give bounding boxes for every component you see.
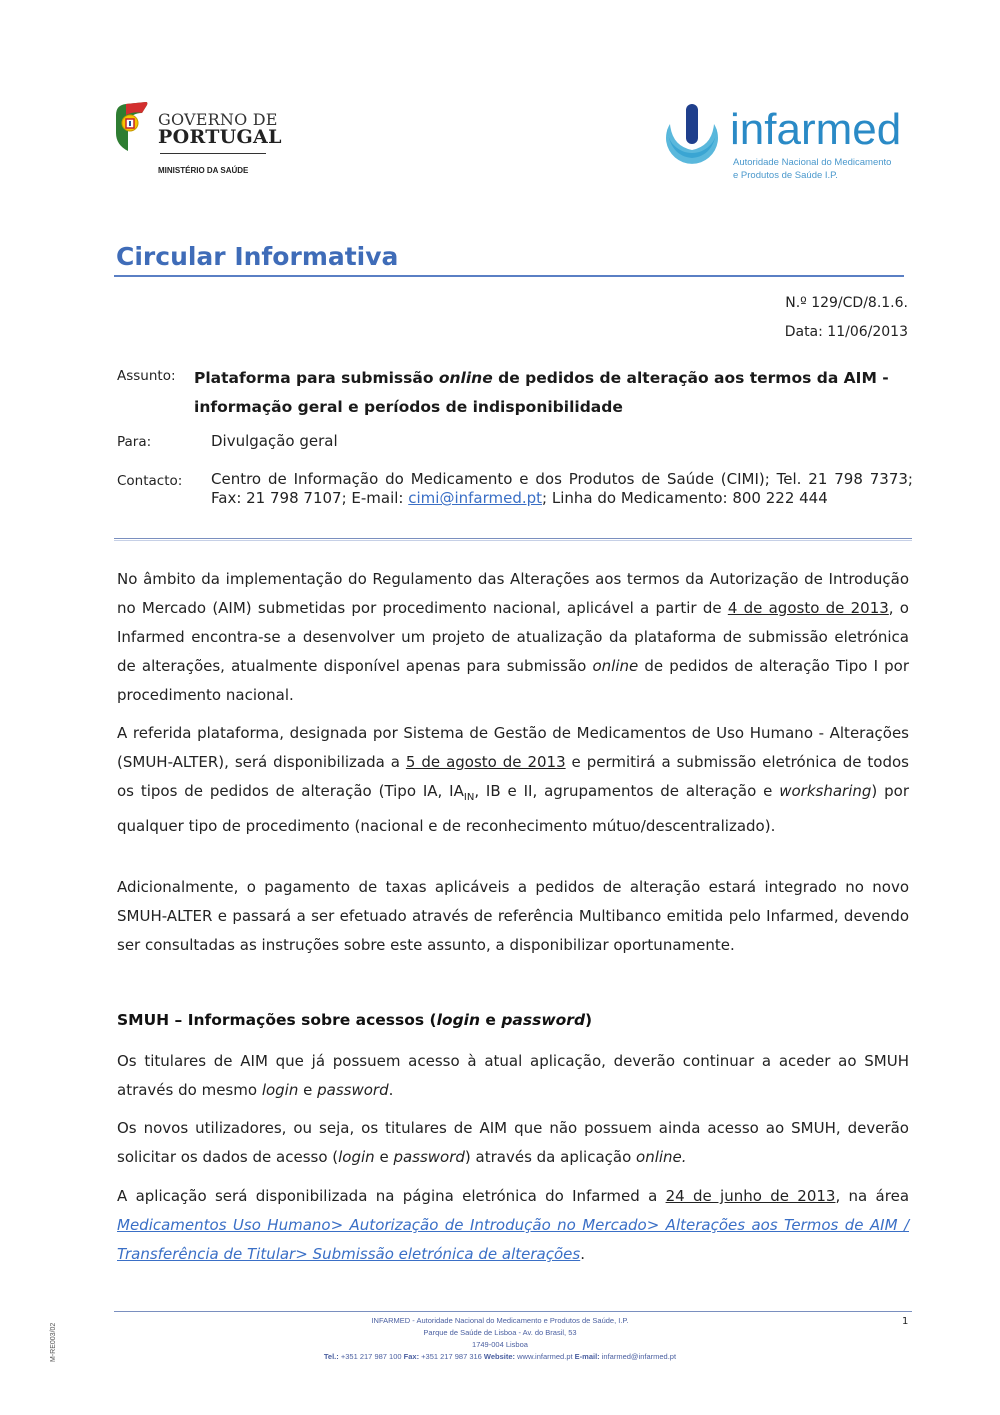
footer-divider (114, 1311, 912, 1312)
footer-email: infarmed@infarmed.pt (599, 1352, 677, 1361)
ministry-label: MINISTÉRIO DA SAÚDE (158, 166, 249, 175)
p1-text-a: No âmbito da implementação do Regulamento das Alterações aos termos da Autorização de Introdução no Mercado (AIM) submetidas por procedimento nacional, aplicável a partir de (117, 570, 909, 617)
heading-login: login (436, 1011, 481, 1029)
p4-and: e (298, 1081, 318, 1099)
footer-web: www.infarmed.pt (515, 1352, 575, 1361)
paragraph-1 (117, 565, 909, 710)
p5-text-b: ) através da aplicação (464, 1148, 637, 1166)
page-number: 1 (902, 1316, 909, 1327)
p2-text-b: e permitirá a submissão eletrónica de todos os tipos de pedidos de alteração (Tipo IA, IA (117, 753, 909, 800)
subject-text (194, 364, 914, 422)
p4-login: login (261, 1081, 299, 1099)
reference-number: N.º 129/CD/8.1.6. (785, 295, 908, 311)
footer-address (200, 1315, 800, 1363)
subject-label: Assunto: (117, 368, 176, 384)
footer-fax: +351 217 987 316 (419, 1352, 484, 1361)
contact-part1: Centro de Informação do Medicamento e dos Produtos de Saúde (CIMI); Tel. 21 798 7373; Fax: 21 798 7107; E-mail: (211, 470, 913, 507)
governo-portugal-emblem (112, 101, 150, 153)
side-code-wrap (50, 1322, 60, 1407)
gov-line2: PORTUGAL (158, 126, 282, 148)
p5-password: password (393, 1148, 465, 1166)
to-value: Divulgação geral (211, 432, 338, 450)
title-rule (114, 275, 904, 277)
p1-date: 4 de agosto de 2013 (727, 599, 889, 617)
p5-login: login (338, 1148, 375, 1166)
subject-part2: de pedidos de alteração aos termos da AIM - informação geral e períodos de indisponibilidade (194, 369, 889, 416)
contact-email-link[interactable]: cimi@infarmed.pt (408, 489, 543, 507)
footer-web-label: Website: (483, 1352, 516, 1361)
infarmed-wordmark: infarmed (730, 105, 902, 154)
footer-line1: INFARMED - Autoridade Nacional do Medicamento e Produtos de Saúde, I.P. (371, 1316, 629, 1325)
to-label: Para: (117, 434, 152, 450)
footer-contacts (200, 1351, 800, 1363)
contact-label: Contacto: (117, 473, 183, 489)
p2-text-a: A referida plataforma, designada por Sistema de Gestão de Medicamentos de Uso Humano - Alterações (SMUH-ALTER), será disponibilizada a (117, 724, 909, 771)
p2-text-c: , IB e II, agrupamentos de alteração e (474, 782, 780, 800)
footer-tel-label: Tel.: (323, 1352, 339, 1361)
heading-close: ) (585, 1011, 593, 1029)
gov-line1: GOVERNO DE (158, 110, 278, 129)
p6-breadcrumb-link[interactable]: Medicamentos Uso Humano> Autorização de Introdução no Mercado> Alterações aos Termos de AIM / Transferência de Titular> Submissão eletrónica de alterações (117, 1216, 909, 1263)
paragraph-5 (117, 1114, 909, 1172)
paragraph-2 (117, 719, 909, 841)
footer-line2: Parque de Saúde de Lisboa - Av. do Brasil, 53 (423, 1328, 577, 1337)
p4-text-a: Os titulares de AIM que já possuem acesso à atual aplicação, deverão continuar a aceder ao SMUH através do mesmo (117, 1052, 909, 1099)
p5-and: e (374, 1148, 394, 1166)
infarmed-subtitle-line2: e Produtos de Saúde I.P. (733, 170, 838, 181)
heading-text-a: SMUH – Informações sobre acessos ( (117, 1011, 437, 1029)
footer-tel: +351 217 987 100 (338, 1352, 404, 1361)
heading-and: e (480, 1011, 502, 1029)
contact-text (211, 470, 913, 508)
paragraph-4 (117, 1047, 909, 1105)
reference-block (785, 289, 908, 347)
section-heading (117, 1011, 592, 1029)
footer-fax-label: Fax: (403, 1352, 420, 1361)
heading-password: password (501, 1011, 586, 1029)
p4-end: . (388, 1081, 394, 1099)
p2-date: 5 de agosto de 2013 (405, 753, 566, 771)
p1-text-b: , o Infarmed encontra-se a desenvolver um projeto de atualização da plataforma de submissão eletrónica de alterações, atualmente disponível apenas para submissão (117, 599, 909, 675)
infarmed-subtitle (733, 156, 908, 182)
p1-italic: online (592, 657, 639, 675)
meta-divider (114, 538, 912, 539)
infarmed-subtitle-line1: Autoridade Nacional do Medicamento (733, 157, 892, 168)
infarmed-logo-icon (662, 102, 722, 164)
paragraph-3: Adicionalmente, o pagamento de taxas aplicáveis a pedidos de alteração estará integrado no novo SMUH-ALTER e passará a ser efetuado através de referência Multibanco emitida pelo Infarmed, devendo ser consultadas as instruções sobre este assunto, a disponibilizar oportunamente. (117, 878, 909, 954)
p5-text-a: Os novos utilizadores, ou seja, os titulares de AIM que não possuem ainda acesso ao SMUH, deverão solicitar os dados de acesso ( (117, 1119, 909, 1166)
reference-date: Data: 11/06/2013 (784, 324, 908, 340)
document-title: Circular Informativa (116, 242, 399, 271)
form-code: M-RE003/02 (50, 1322, 57, 1362)
subject-part1: Plataforma para submissão (194, 369, 439, 387)
p4-password: password (317, 1081, 389, 1099)
footer-email-label: E-mail: (574, 1352, 600, 1361)
p1-text-c: de pedidos de alteração Tipo I por procedimento nacional. (117, 657, 909, 704)
p6-end: . (580, 1245, 585, 1263)
p6-date: 24 de junho de 2013 (665, 1187, 836, 1205)
paragraph-6 (117, 1182, 909, 1269)
gov-divider (160, 153, 266, 154)
p6-text-b: , na área (835, 1187, 910, 1205)
meta-divider-shadow (114, 540, 912, 541)
p6-text-a: A aplicação será disponibilizada na página eletrónica do Infarmed a (117, 1187, 666, 1205)
p2-italic: worksharing (779, 782, 872, 800)
p2-text-d: ) por qualquer tipo de procedimento (nacional e de reconhecimento mútuo/descentralizado). (117, 782, 909, 835)
p5-online: online. (636, 1148, 687, 1166)
contact-part2: ; Linha do Medicamento: 800 222 444 (542, 489, 828, 507)
subject-italic: online (438, 369, 493, 387)
p2-subscript: IN (463, 792, 475, 803)
footer-line3: 1749-004 Lisboa (472, 1340, 528, 1349)
